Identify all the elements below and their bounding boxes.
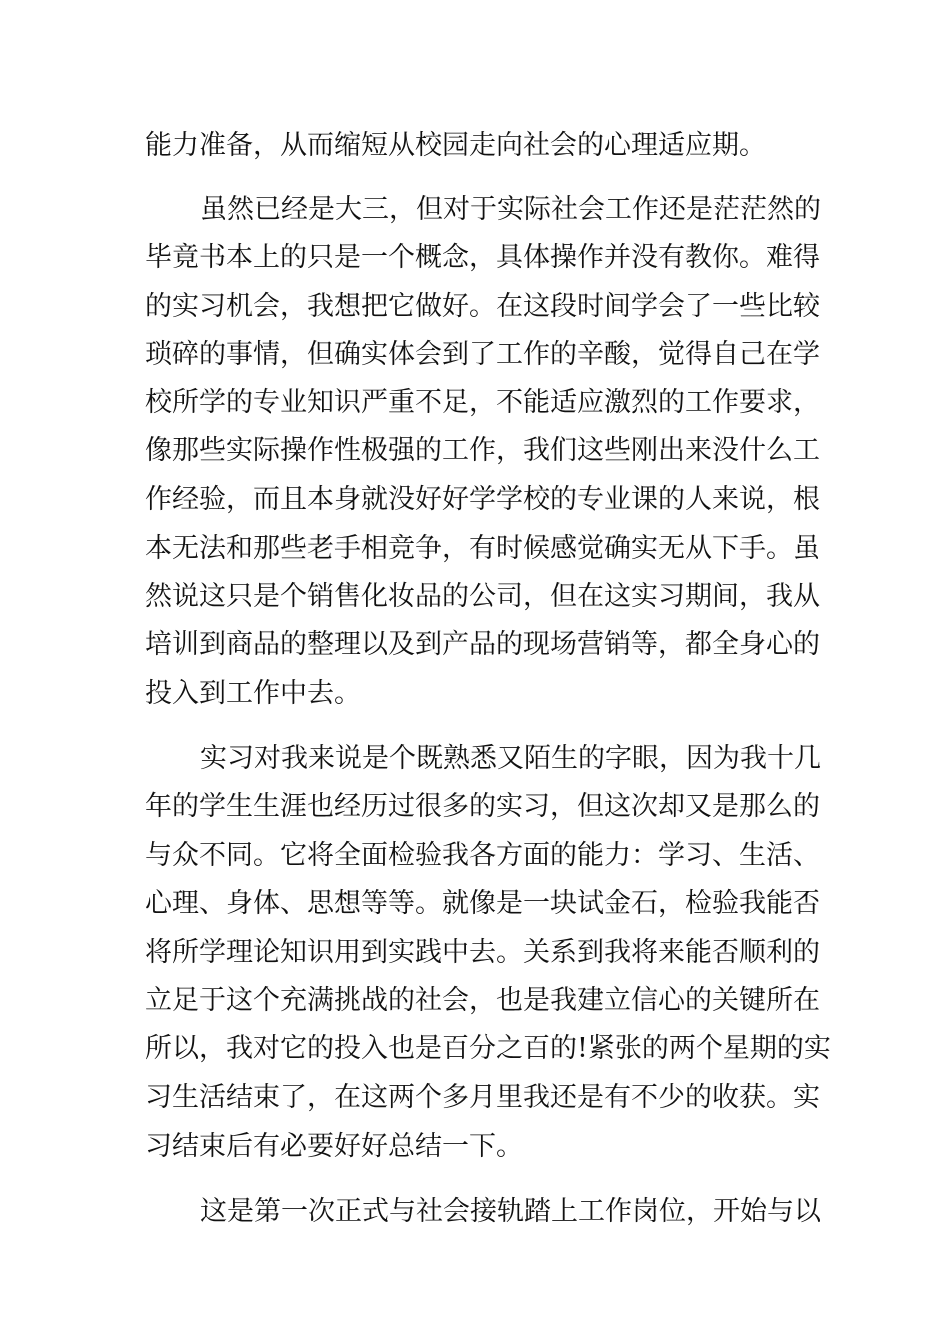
text-line: 毕 竟 书 本 上 的 只 是 一 个 概 念 ， 具 体 操 作 并 没 有 教 你 。 难 得 (145, 242, 820, 273)
text-line: 本 无 法 和 那 些 老 手 相 竞 争 ， 有 时 候 感 觉 确 实 无 从 下 手 。 虽 (145, 533, 820, 564)
text-line: 像 那 些 实 际 操 作 性 极 强 的 工 作 ， 我 们 这 些 刚 出 来 没 什 么 工 (145, 435, 820, 466)
text-line: 投入到工作中去。 (145, 678, 361, 709)
text-line: 能力准备，从而缩短从校园走向社会的心理适应期。 (145, 130, 766, 161)
text-line: 立 足 于 这 个 充 满 挑 战 的 社 会 ， 也 是 我 建 立 信 心 的 关 键 所 在 (145, 985, 820, 1016)
text-line: 所 以 ， 我 对 它 的 投 入 也 是 百 分 之 百 的 ! 紧 张 的 两 个 星 期 的 实 (145, 1033, 831, 1064)
text-line: 虽 然 已 经 是 大 三 ， 但 对 于 实 际 社 会 工 作 还 是 茫 茫 然 的 (200, 194, 821, 225)
text-line: 心 理 、 身 体 、 思 想 等 等 。 就 像 是 一 块 试 金 石 ， 检 验 我 能 否 (145, 888, 820, 919)
text-line: 与 众 不 同 。 它 将 全 面 检 验 我 各 方 面 的 能 力 ： 学 习 、 生 活 、 (145, 840, 820, 871)
text-line: 琐 碎 的 事 情 ， 但 确 实 体 会 到 了 工 作 的 辛 酸 ， 觉 得 自 己 在 学 (145, 339, 820, 370)
text-line: 年 的 学 生 生 涯 也 经 历 过 很 多 的 实 习 ， 但 这 次 却 又 是 那 么 的 (145, 791, 820, 822)
text-line: 校 所 学 的 专 业 知 识 严 重 不 足 ， 不 能 适 应 激 烈 的 工 作 要 求 ， (145, 387, 820, 418)
text-line: 实 习 对 我 来 说 是 个 既 熟 悉 又 陌 生 的 字 眼 ， 因 为 我 十 几 (200, 743, 821, 774)
text-line: 习 生 活 结 束 了 ， 在 这 两 个 多 月 里 我 还 是 有 不 少 的 收 获 。 实 (145, 1082, 820, 1113)
text-line: 作 经 验 ， 而 且 本 身 就 没 好 好 学 学 校 的 专 业 课 的 人 来 说 ， 根 (145, 484, 820, 515)
text-line: 将 所 学 理 论 知 识 用 到 实 践 中 去 。 关 系 到 我 将 来 能 否 顺 利 的 (145, 937, 820, 968)
text-line: 的 实 习 机 会 ， 我 想 把 它 做 好 。 在 这 段 时 间 学 会 了 一 些 比 较 (145, 291, 820, 322)
text-line: 习结束后有必要好好总结一下。 (145, 1131, 523, 1162)
text-line: 培 训 到 商 品 的 整 理 以 及 到 产 品 的 现 场 营 销 等 ， 都 全 身 心 的 (145, 629, 820, 660)
text-line: 这 是 第 一 次 正 式 与 社 会 接 轨 踏 上 工 作 岗 位 ， 开 始 与 以 (200, 1196, 821, 1227)
text-line: 然 说 这 只 是 个 销 售 化 妆 品 的 公 司 ， 但 在 这 实 习 期 间 ， 我 从 (145, 581, 820, 612)
